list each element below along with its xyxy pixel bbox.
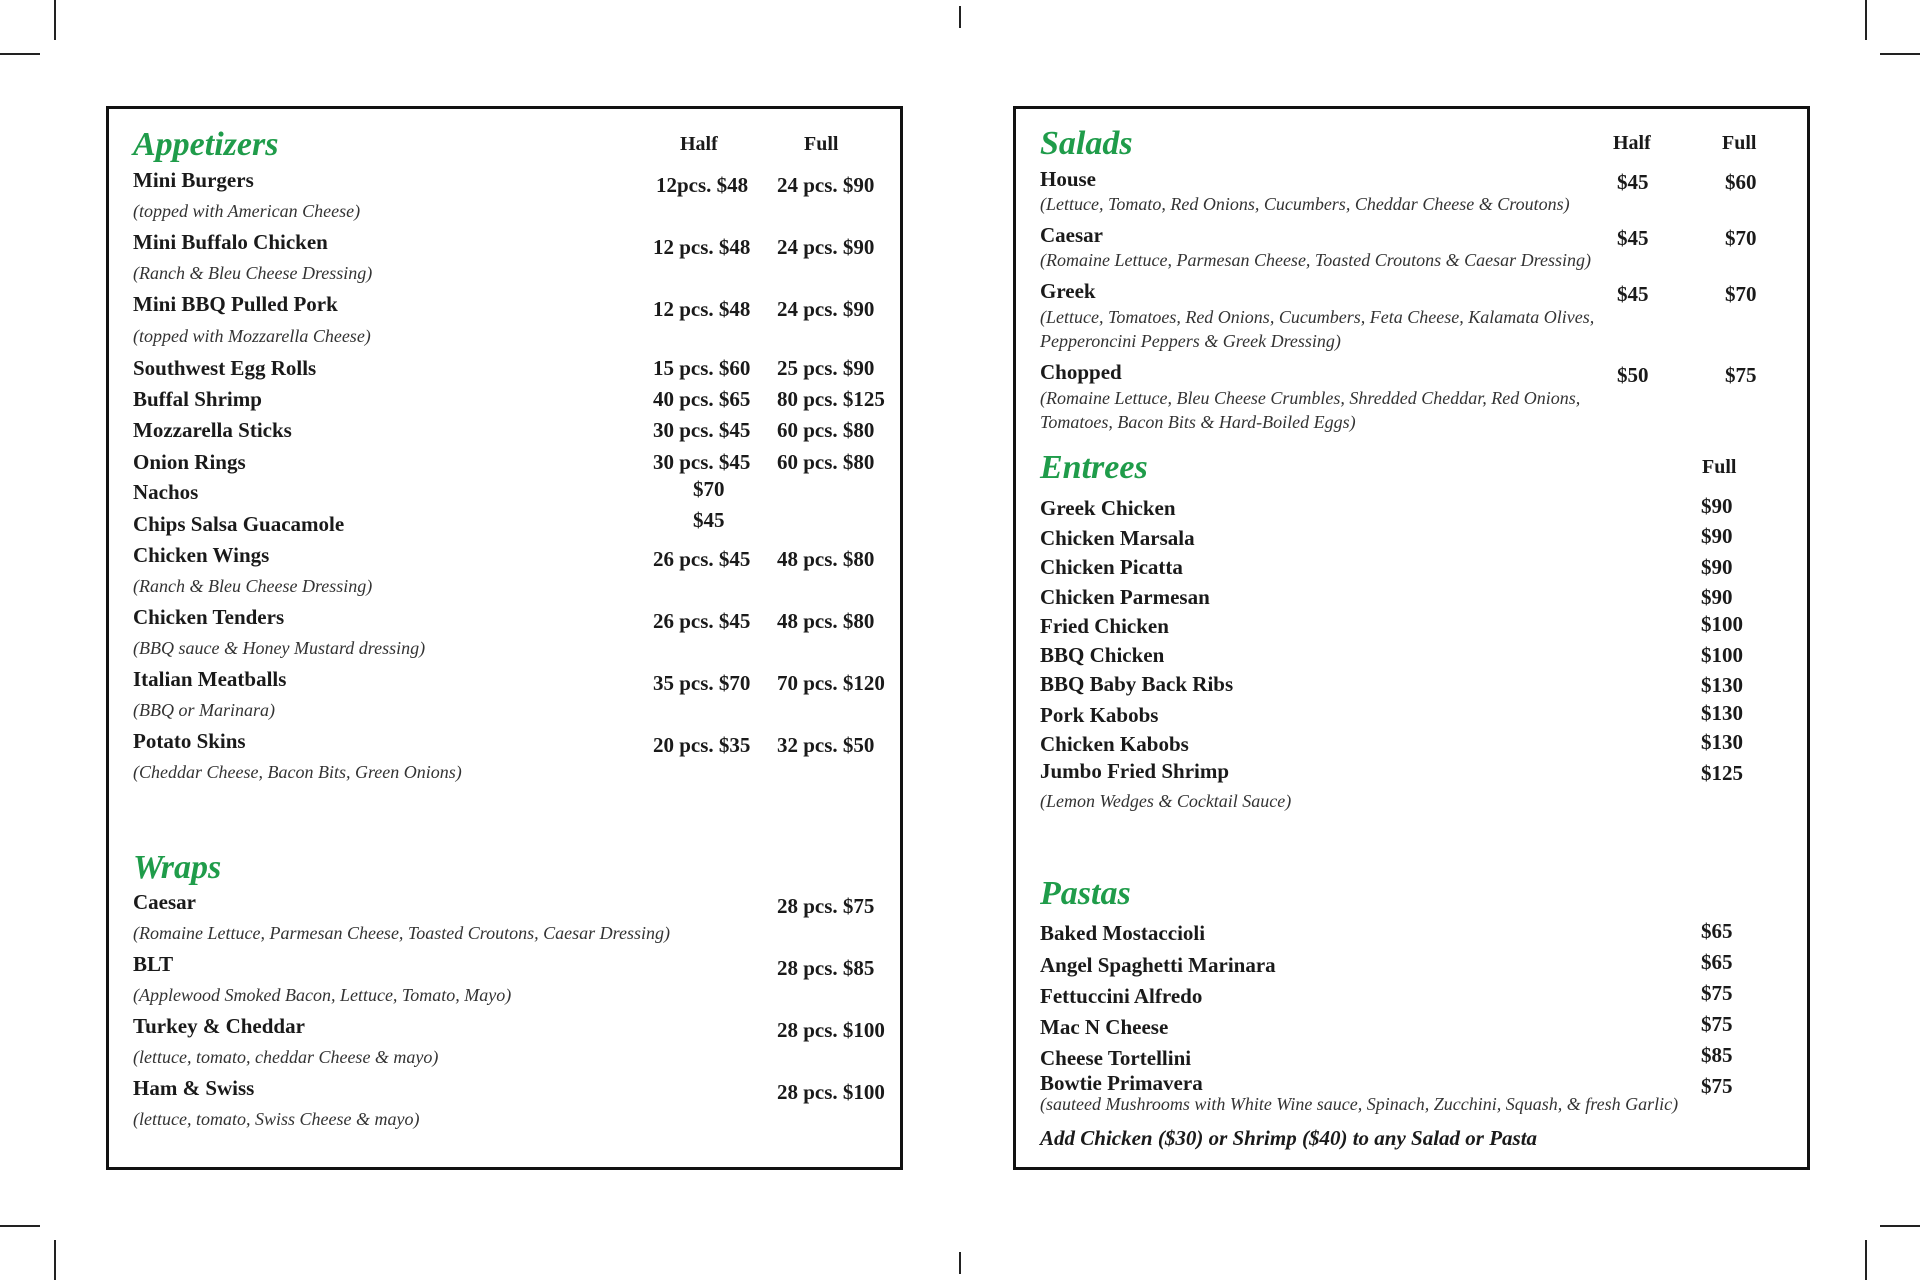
crop-mark	[1865, 1240, 1867, 1280]
menu-item-name: Turkey & Cheddar	[133, 1014, 305, 1038]
menu-item-description: (Romaine Lettuce, Parmesan Cheese, Toasted Croutons, Caesar Dressing)	[133, 923, 670, 943]
menu-item-description: (lettuce, tomato, cheddar Cheese & mayo)	[133, 1047, 439, 1067]
full-price: $75	[1725, 363, 1757, 387]
menu-item-name: Southwest Egg Rolls	[133, 356, 317, 380]
menu-item-name: Greek Chicken	[1040, 496, 1176, 520]
full-price: 80 pcs. $125	[777, 387, 885, 411]
crop-mark	[0, 53, 40, 55]
full-price: $65	[1701, 950, 1733, 974]
full-price: $65	[1701, 919, 1733, 943]
menu-item-name: Chicken Wings	[133, 543, 270, 567]
crop-mark	[54, 0, 56, 40]
menu-item-name: Mini Buffalo Chicken	[133, 230, 328, 254]
menu-item-name: House	[1040, 167, 1097, 191]
menu-item-name: Mini Burgers	[133, 168, 254, 192]
half-price: $45	[1617, 170, 1649, 194]
menu-item-name: Pork Kabobs	[1040, 703, 1159, 727]
menu-item-name: Nachos	[133, 480, 199, 504]
half-price: $45	[1617, 282, 1649, 306]
half-price: 40 pcs. $65	[653, 387, 751, 411]
menu-item-description: (topped with American Cheese)	[133, 201, 361, 221]
menu-item-description: (Ranch & Bleu Cheese Dressing)	[133, 576, 373, 596]
half-price: 30 pcs. $45	[653, 418, 751, 442]
half-price: $50	[1617, 363, 1649, 387]
menu-item-name: Cheese Tortellini	[1040, 1046, 1192, 1070]
menu-item-description: (Ranch & Bleu Cheese Dressing)	[133, 263, 373, 283]
menu-item-name: Onion Rings	[133, 450, 246, 474]
pastas-heading: Pastas	[1040, 875, 1131, 912]
full-price: 25 pcs. $90	[777, 356, 875, 380]
half-price: 12 pcs. $48	[653, 235, 751, 259]
half-price: 12pcs. $48	[656, 173, 749, 197]
menu-item-name: Chips Salsa Guacamole	[133, 512, 345, 536]
menu-item-name: Jumbo Fried Shrimp	[1040, 759, 1230, 783]
half-price: 15 pcs. $60	[653, 356, 751, 380]
menu-item-name: Ham & Swiss	[133, 1076, 255, 1100]
menu-item-name: BBQ Baby Back Ribs	[1040, 672, 1234, 696]
menu-item-name: Bowtie Primavera	[1040, 1071, 1203, 1095]
crop-mark	[54, 1240, 56, 1280]
entrees-heading: Entrees	[1040, 449, 1148, 486]
menu-panel-right	[1013, 106, 1810, 1170]
full-price: $75	[1701, 981, 1733, 1005]
menu-item-name: Caesar	[1040, 223, 1103, 247]
appetizers-half-header: Half	[680, 133, 718, 155]
full-price: $70	[1725, 226, 1757, 250]
wraps-heading: Wraps	[133, 849, 222, 886]
full-price: 60 pcs. $80	[777, 418, 875, 442]
full-price: $75	[1701, 1012, 1733, 1036]
full-price: $90	[1701, 494, 1733, 518]
menu-item-description: (BBQ sauce & Honey Mustard dressing)	[133, 638, 426, 658]
half-price: 30 pcs. $45	[653, 450, 751, 474]
appetizers-full-header: Full	[804, 133, 839, 155]
menu-item-description: (lettuce, tomato, Swiss Cheese & mayo)	[133, 1109, 420, 1129]
crop-mark	[1880, 1225, 1920, 1227]
half-price: 20 pcs. $35	[653, 733, 751, 757]
entrees-full-header: Full	[1702, 456, 1737, 478]
menu-item-description: (BBQ or Marinara)	[133, 700, 275, 720]
full-price: $90	[1701, 524, 1733, 548]
menu-item-name: Italian Meatballs	[133, 667, 287, 691]
full-price: $100	[1701, 612, 1743, 636]
menu-item-name: Chicken Picatta	[1040, 555, 1183, 579]
full-price: 28 pcs. $75	[777, 894, 875, 918]
menu-item-name: Caesar	[133, 890, 196, 914]
full-price: 28 pcs. $100	[777, 1080, 885, 1104]
full-price: $75	[1701, 1074, 1733, 1098]
menu-item-name: Chopped	[1040, 360, 1122, 384]
full-price: 28 pcs. $100	[777, 1018, 885, 1042]
menu-item-name: Mozzarella Sticks	[133, 418, 292, 442]
menu-item-description: (Romaine Lettuce, Parmesan Cheese, Toasted Croutons & Caesar Dressing)	[1040, 250, 1591, 270]
menu-item-name: Fettuccini Alfredo	[1040, 984, 1203, 1008]
menu-item-name: Baked Mostaccioli	[1040, 921, 1206, 945]
menu-item-name: Greek	[1040, 279, 1096, 303]
menu-item-description: (topped with Mozzarella Cheese)	[133, 326, 371, 346]
menu-item-description: (sauteed Mushrooms with White Wine sauce, Spinach, Zucchini, Squash, & fresh Garlic)	[1040, 1094, 1679, 1114]
menu-item-description: (Lettuce, Tomato, Red Onions, Cucumbers, Cheddar Cheese & Croutons)	[1040, 194, 1570, 214]
half-price: 26 pcs. $45	[653, 547, 751, 571]
full-price: 70 pcs. $120	[777, 671, 885, 695]
salads-full-header: Full	[1722, 132, 1757, 154]
menu-item-description: Tomatoes, Bacon Bits & Hard-Boiled Eggs)	[1040, 412, 1356, 432]
full-price: $100	[1701, 643, 1743, 667]
full-price: 24 pcs. $90	[777, 173, 875, 197]
menu-item-description: (Lettuce, Tomatoes, Red Onions, Cucumbers, Feta Cheese, Kalamata Olives,	[1040, 307, 1595, 327]
menu-item-name: Buffal Shrimp	[133, 387, 262, 411]
menu-item-name: Angel Spaghetti Marinara	[1040, 953, 1276, 977]
menu-item-description: (Romaine Lettuce, Bleu Cheese Crumbles, Shredded Cheddar, Red Onions,	[1040, 388, 1581, 408]
full-price: $130	[1701, 730, 1743, 754]
half-price: 26 pcs. $45	[653, 609, 751, 633]
menu-item-description: Pepperoncini Peppers & Greek Dressing)	[1040, 331, 1341, 351]
half-price: 35 pcs. $70	[653, 671, 751, 695]
full-price: $70	[1725, 282, 1757, 306]
crop-mark	[1880, 53, 1920, 55]
full-price: $60	[1725, 170, 1757, 194]
full-price: 48 pcs. $80	[777, 547, 875, 571]
full-price: $90	[1701, 555, 1733, 579]
menu-item-name: Chicken Parmesan	[1040, 585, 1210, 609]
menu-panel-left	[106, 106, 903, 1170]
full-price: $125	[1701, 761, 1743, 785]
menu-item-name: Mini BBQ Pulled Pork	[133, 292, 338, 316]
menu-item-name: BBQ Chicken	[1040, 643, 1165, 667]
menu-item-name: Chicken Marsala	[1040, 526, 1195, 550]
menu-item-name: Chicken Tenders	[133, 605, 285, 629]
full-price: 24 pcs. $90	[777, 235, 875, 259]
half-price: 12 pcs. $48	[653, 297, 751, 321]
half-price: $45	[693, 508, 725, 532]
crop-mark	[1865, 0, 1867, 40]
full-price: $130	[1701, 673, 1743, 697]
full-price: 24 pcs. $90	[777, 297, 875, 321]
menu-item-name: Chicken Kabobs	[1040, 732, 1189, 756]
half-price: $45	[1617, 226, 1649, 250]
add-protein-note: Add Chicken ($30) or Shrimp ($40) to any Salad or Pasta	[1040, 1126, 1538, 1150]
appetizers-heading: Appetizers	[133, 126, 279, 163]
half-price: $70	[693, 477, 725, 501]
salads-half-header: Half	[1613, 132, 1651, 154]
menu-item-name: Potato Skins	[133, 729, 246, 753]
full-price: $85	[1701, 1043, 1733, 1067]
full-price: $130	[1701, 701, 1743, 725]
menu-item-name: BLT	[133, 952, 174, 976]
full-price: 32 pcs. $50	[777, 733, 875, 757]
menu-item-description: (Applewood Smoked Bacon, Lettuce, Tomato, Mayo)	[133, 985, 512, 1005]
salads-heading: Salads	[1040, 125, 1133, 162]
full-price: 28 pcs. $85	[777, 956, 875, 980]
crop-mark	[959, 6, 961, 28]
crop-mark	[0, 1225, 40, 1227]
full-price: 48 pcs. $80	[777, 609, 875, 633]
full-price: 60 pcs. $80	[777, 450, 875, 474]
menu-item-description: (Cheddar Cheese, Bacon Bits, Green Onions)	[133, 762, 462, 782]
full-price: $90	[1701, 585, 1733, 609]
crop-mark	[959, 1252, 961, 1274]
menu-item-description: (Lemon Wedges & Cocktail Sauce)	[1040, 791, 1292, 811]
menu-item-name: Fried Chicken	[1040, 614, 1169, 638]
menu-item-name: Mac N Cheese	[1040, 1015, 1169, 1039]
